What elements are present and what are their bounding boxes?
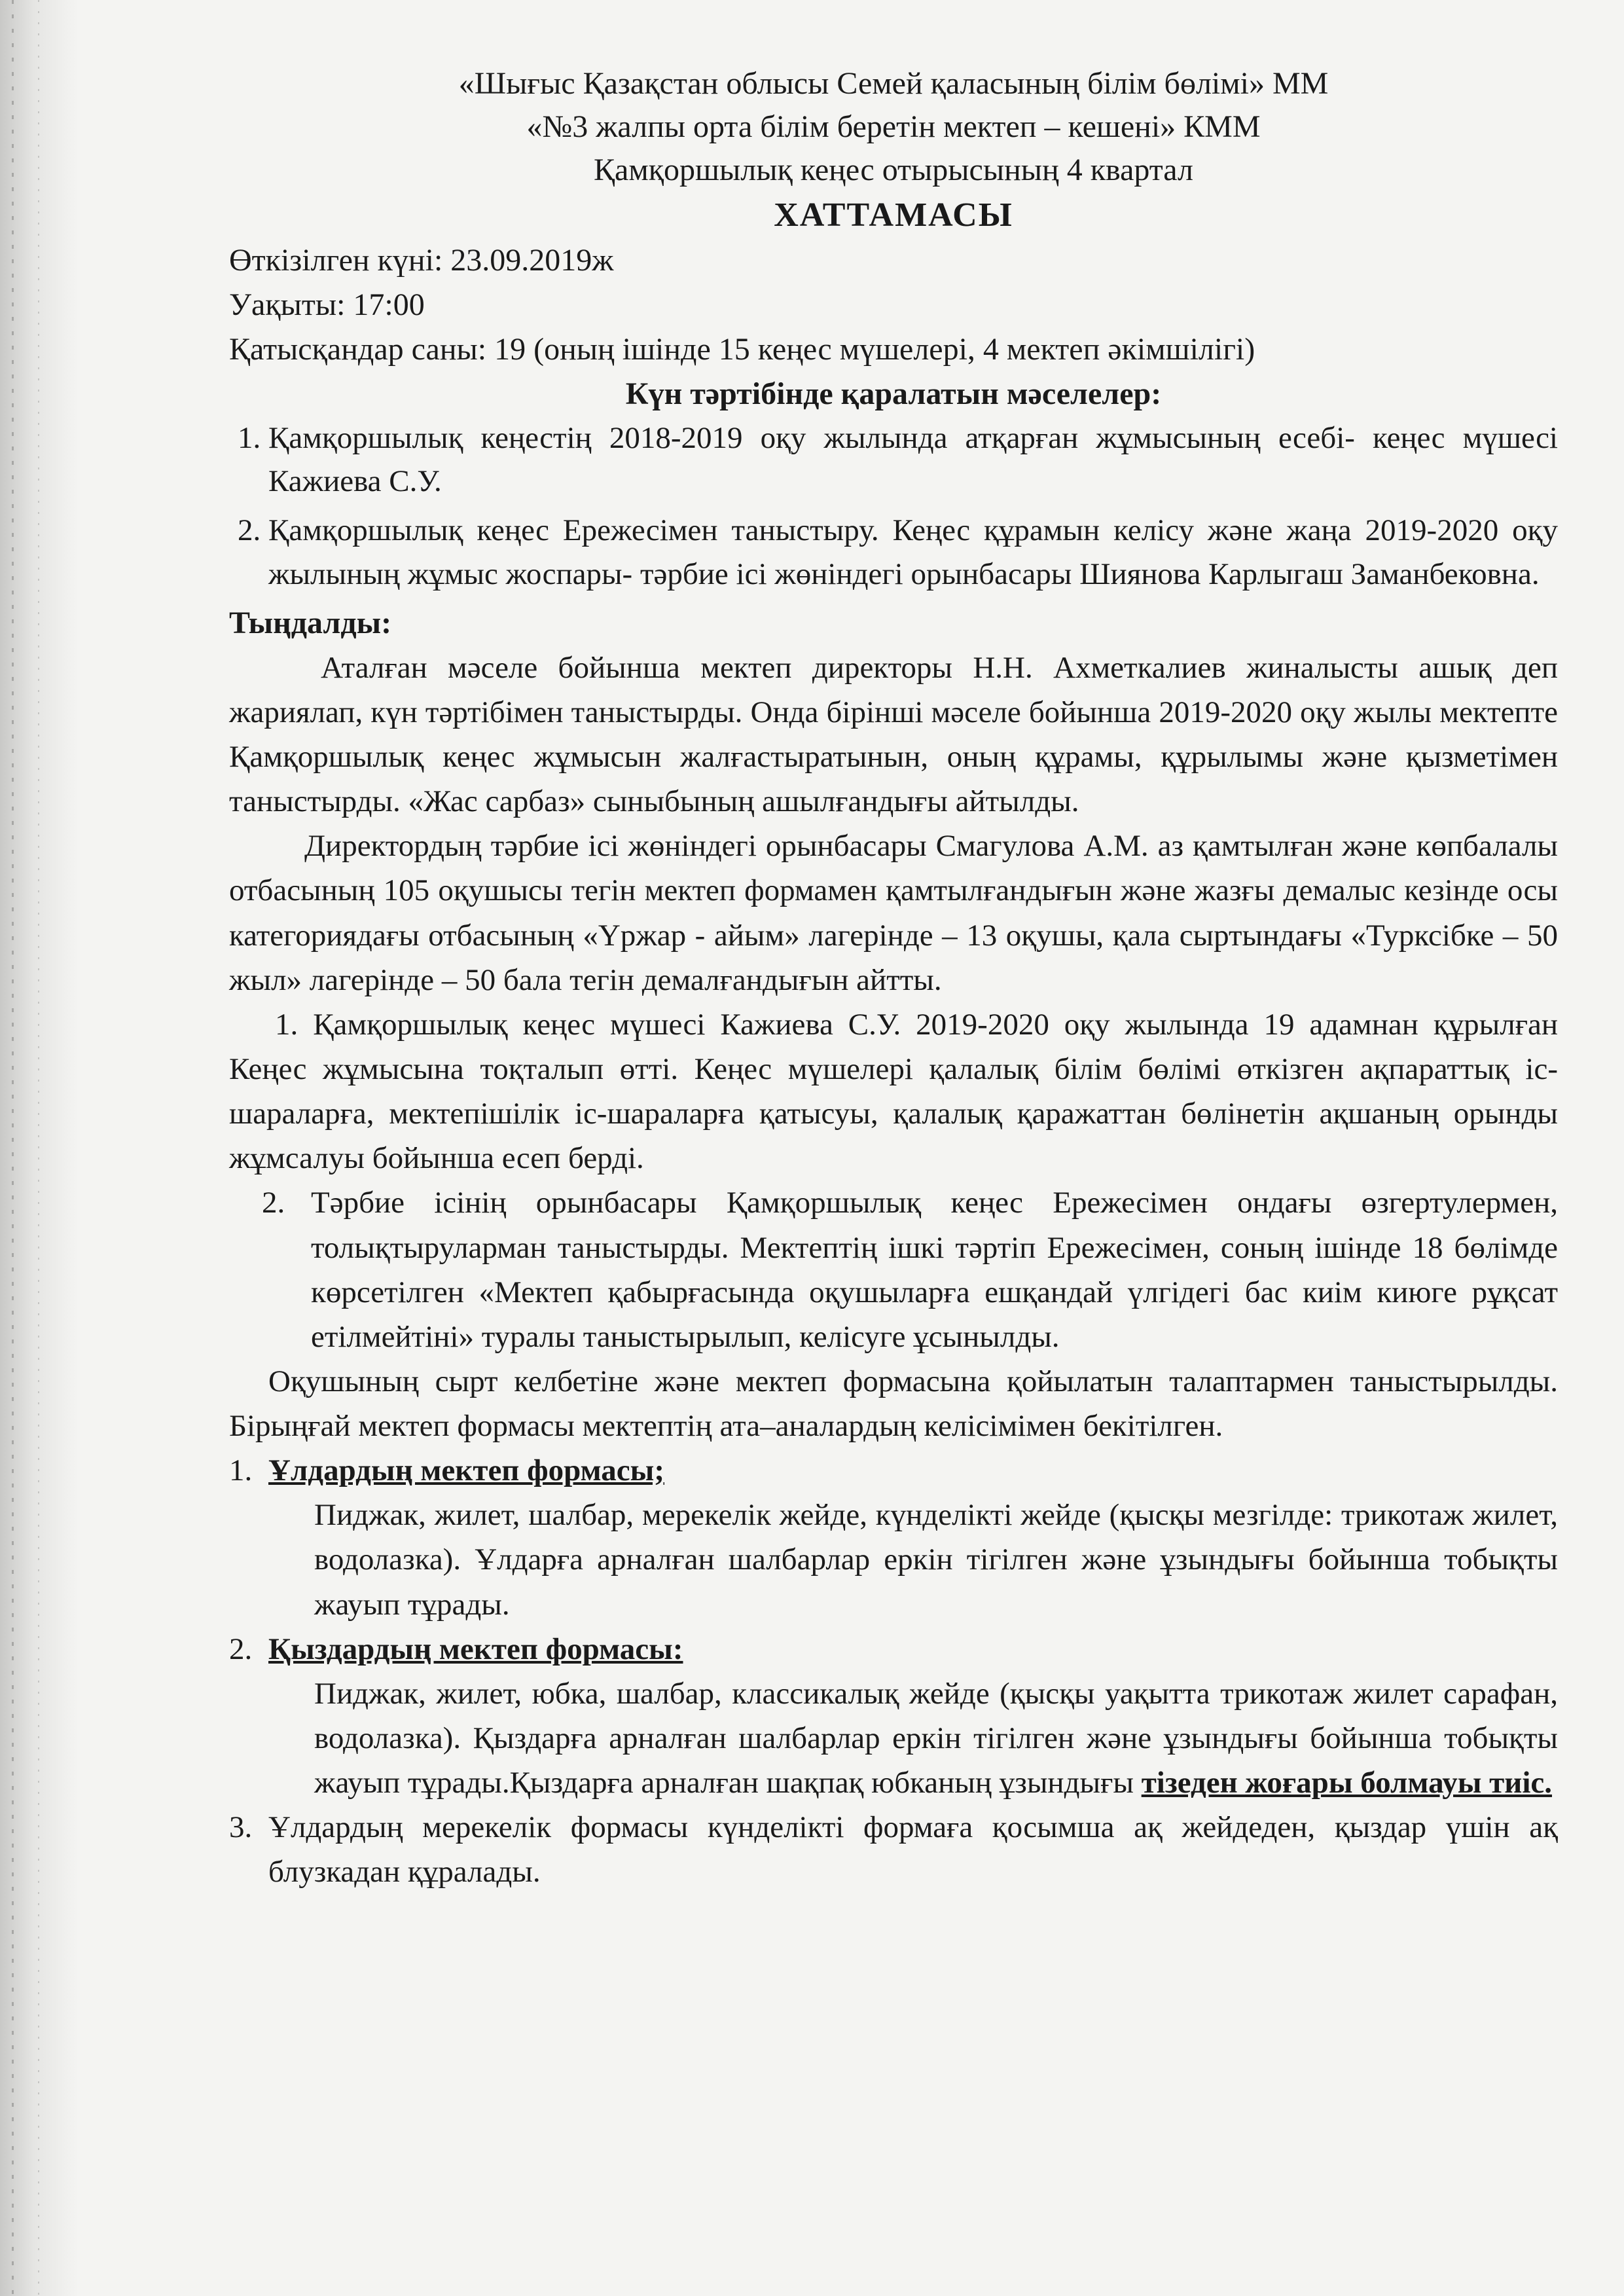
girls-uniform-text: Пиджак, жилет, юбка, шалбар, классикалық жейде (қысқы уақытта трикотаж жилет сарафан, водолазка). Қыздарға арналған шалбарлар еркін тігілген және ұзындығы бойынша тобықты жауып тұрады.Қыздарға арналған шақпақ юбканың ұзындығы bbox=[314, 1676, 1558, 1800]
meeting-time: Уақыты: 17:00 bbox=[229, 287, 425, 323]
girls-uniform-title: Қыздардың мектеп формасы: bbox=[268, 1631, 683, 1666]
heard-paragraph-2: Директордың тәрбие ісі жөніндегі орынбасары Смагулова А.М. аз қамтылған және көпбалалы отбасының 105 оқушысы тегін мектеп формамен қамтылғандығын және жазғы демалыс кезінде осы категориядағы отбасының «Үржар - айым» лагерінде – 13 оқушы, қала сыртындағы «Турксібке – 50 жыл» лагерінде – 50 бала тегін демалғандығын айтты. bbox=[229, 829, 1558, 997]
document-page bbox=[229, 62, 1558, 1895]
heard-item-1-text: Қамқоршылық кеңес мүшесі Кажиева С.У. 2019-2020 оқу жылында 19 адамнан құрылған Кеңес жұмысына тоқталып өтті. Кеңес мүшелері қалалық білім бөлімі өткізген ақпараттық іс-шараларға, мектепішілік іс-шараларға қатысуы, қалалық қаражаттан бөлінетін ақшаның орынды жұмсалуы бойынша есеп берді. bbox=[229, 1007, 1559, 1176]
heard-label: Тыңдалды: bbox=[229, 606, 392, 641]
agenda-item: 1. Қамқоршылық кеңестің 2018-2019 оқу жылында атқарған жұмысының есебі- кеңес мүшесі Кажиева С.У. bbox=[268, 416, 1558, 503]
scan-edge bbox=[0, 0, 79, 2296]
agenda-title: Күн тәртібінде қаралатын мәселелер: bbox=[625, 376, 1162, 412]
heard-item-1-number: 1. bbox=[275, 1007, 298, 1042]
header-line-3: Қамқоршылық кеңес отырысының 4 квартал bbox=[594, 153, 1193, 188]
boys-uniform-heading bbox=[229, 1448, 1558, 1493]
heard-paragraph-3: Оқушының сырт келбетіне және мектеп формасына қойылатын талаптармен таныстырылды. Бірыңғай мектеп формасы мектептің ата–аналардың келісімімен бекітілген. bbox=[229, 1364, 1558, 1444]
heard-item-1 bbox=[229, 1002, 1558, 1181]
header-line-2: «№3 жалпы орта білім беретін мектеп – кешені» КММ bbox=[526, 109, 1261, 145]
heard-paragraph-1: Аталған мәселе бойынша мектеп директоры Н.Н. Ахметкалиев жиналысты ашық деп жариялап, күн тәртібімен таныстырды. Онда бірінші мәселе бойынша 2019-2020 оқу жылы мектепте Қамқоршылық кеңес жұмысын жалғастыратынын, оның құрамы, құрылымы және қызметімен таныстырды. «Жас сарбаз» сыныбының ашылғандығы айтылды. bbox=[229, 650, 1558, 819]
agenda-item: 2. Қамқоршылық кеңес Ережесімен таныстыру. Кеңес құрамын келісу және жаңа 2019-2020 оқу жылының жұмыс жоспары- тәрбие ісі жөніндегі орынбасары Шиянова Карлыгаш Заманбековна. bbox=[268, 509, 1558, 596]
girls-uniform-heading bbox=[229, 1627, 1558, 1671]
girls-uniform-emphasis: тізеден жоғары болмауы тиіс. bbox=[1141, 1766, 1552, 1800]
header-line-1: «Шығыс Қазақстан облысы Семей қаласының білім бөлімі» ММ bbox=[458, 66, 1329, 101]
heard-item-2-number: 2. bbox=[262, 1186, 285, 1220]
document-title: ХАТТАМАСЫ bbox=[774, 196, 1013, 234]
agenda-list bbox=[229, 416, 1558, 596]
meeting-date: Өткізілген күні: 23.09.2019ж bbox=[229, 242, 614, 278]
girls-uniform-number: 2. bbox=[229, 1631, 253, 1666]
girls-uniform-paragraph bbox=[229, 1671, 1558, 1805]
boys-uniform-number: 1. bbox=[229, 1453, 253, 1488]
festive-uniform-item bbox=[229, 1805, 1558, 1894]
festive-uniform-number: 3. bbox=[229, 1810, 253, 1845]
festive-uniform-text: Ұлдардың мерекелік формасы күнделікті формаға қосымша ақ жейдеден, қыздар үшін ақ блузкадан құралады. bbox=[268, 1810, 1558, 1889]
heard-item-2 bbox=[229, 1180, 1558, 1359]
boys-uniform-title: Ұлдардың мектеп формасы; bbox=[268, 1453, 664, 1488]
attendees-count: Қатысқандар саны: 19 (оның ішінде 15 кеңес мүшелері, 4 мектеп әкімшілігі) bbox=[229, 332, 1255, 367]
heard-item-2-text: Тәрбие ісінің орынбасары Қамқоршылық кеңес Ережесімен ондағы өзгертулермен, толықтыруларман таныстырды. Мектептің ішкі тәртіп Ережесімен, соның ішінде 18 бөлімде көрсетілген «Мектеп қабырғасында оқушыларға ешқандай үлгідегі бас киім киюге рұқсат етілмейтіні» туралы таныстырылып, келісуге ұсынылды. bbox=[311, 1186, 1558, 1354]
boys-uniform-text: Пиджак, жилет, шалбар, мерекелік жейде, күнделікті жейде (қысқы мезгілде: трикотаж жилет, водолазка). Ұлдарға арналған шалбарлар еркін тігілген және ұзындығы бойынша тобықты жауып тұрады. bbox=[314, 1498, 1558, 1622]
